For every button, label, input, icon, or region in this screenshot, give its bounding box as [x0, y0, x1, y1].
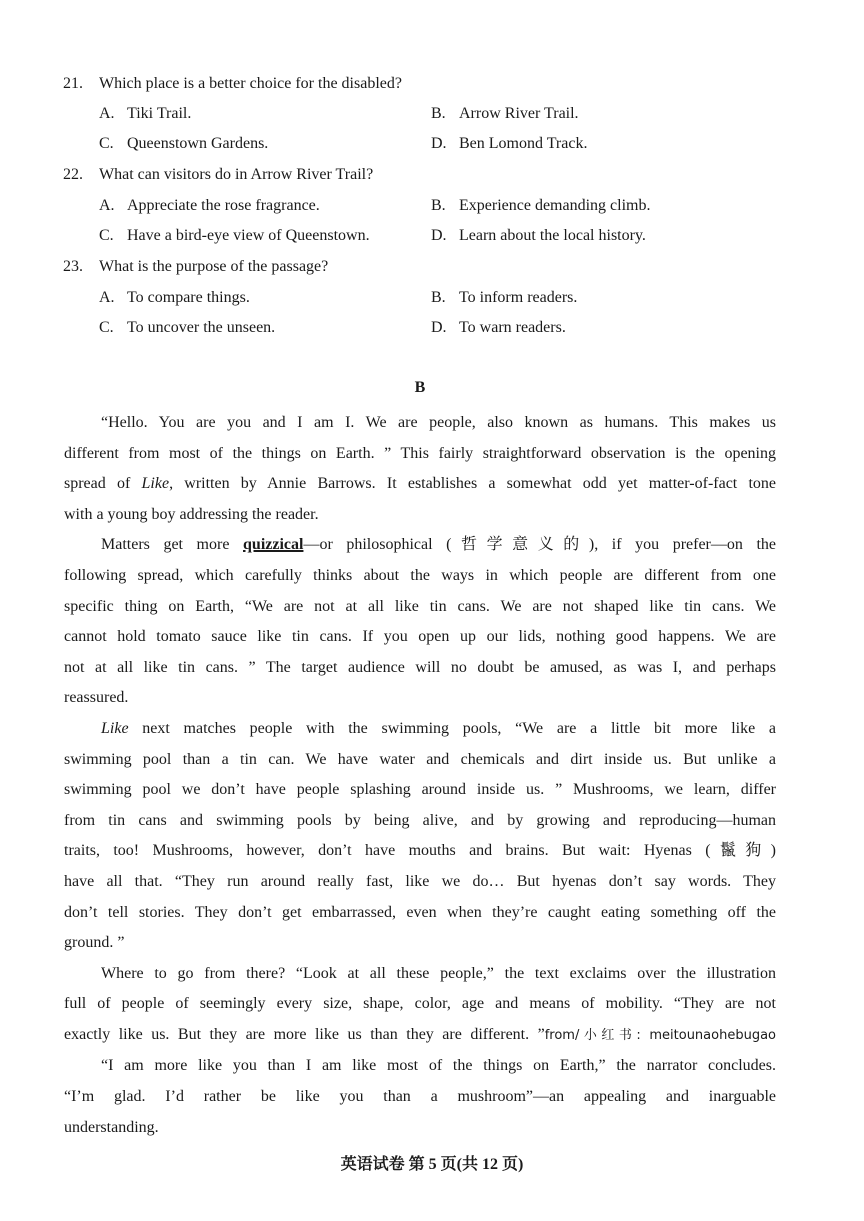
option-letter: A. [99, 105, 115, 122]
page-footer: 英语试卷 第 5 页(共 12 页) [340, 1156, 524, 1173]
option-text: Have a bird-eye view of Queenstown. [127, 227, 370, 244]
question-21 [63, 74, 402, 94]
paragraph-3 [64, 714, 776, 959]
option-text: Ben Lomond Track. [459, 135, 588, 152]
option-23-c [99, 318, 275, 338]
passage-line: understanding. [64, 1118, 159, 1136]
option-text: To uncover the unseen. [127, 319, 276, 336]
option-21-d [431, 134, 587, 154]
passage-line [64, 1020, 776, 1052]
text-run: —or philosophical (哲学意义的), if you prefer—on the [303, 536, 776, 554]
passage-line: swimming pool than a tin can. We have water and chemicals and dirt inside us. But unlike a [64, 750, 776, 768]
option-21-b [431, 104, 579, 124]
option-21-a [99, 104, 191, 124]
option-letter: B. [431, 289, 446, 306]
option-22-d [431, 226, 646, 246]
passage-line: different from most of the things on Earth. ” This fairly straightforward observation is the opening [64, 444, 776, 462]
text-run: next matches people with the swimming pools, “We are a little bit more like a [128, 719, 776, 737]
question-23 [63, 257, 328, 277]
book-title: Like [141, 475, 170, 493]
option-23-b [431, 288, 577, 308]
passage-line-with-title: spread of Like, written by Annie Barrows. It establishes a somewhat odd yet matter-of-fact tone [64, 475, 777, 493]
passage-line: ground. ” [64, 934, 125, 952]
reading-passage [64, 408, 776, 1143]
option-22-a [99, 196, 320, 216]
book-title: Like [101, 719, 129, 737]
option-letter: D. [431, 319, 447, 336]
passage-line [64, 714, 776, 745]
passage-line: following spread, which carefully thinks about the ways in which people are different from one [64, 566, 776, 584]
option-text: Queenstown Gardens. [127, 135, 269, 152]
paragraph-4 [64, 959, 776, 1052]
passage-line: cannot hold tomato sauce like tin cans. If you open up our lids, nothing good happens. We are [64, 628, 776, 646]
passage-line: Where to go from there? “Look at all these people,” the text exclaims over the illustration [101, 964, 776, 982]
option-letter: A. [99, 289, 115, 306]
passage-line: traits, too! Mushrooms, however, don’t have mouths and brains. But wait: Hyenas (鬣狗) [64, 842, 776, 860]
passage-line: don’t tell stories. They don’t get embarrassed, even when they’re caught eating something off the [64, 903, 776, 921]
watermark-text: from/小红书: meitounaohebugao [544, 1027, 776, 1043]
section-title: B [414, 379, 426, 396]
passage-line: reassured. [64, 689, 129, 707]
option-23-a [99, 288, 250, 308]
option-22-b [431, 196, 650, 216]
question-number: 23. [63, 258, 83, 275]
option-letter: A. [99, 197, 115, 214]
option-text: Experience demanding climb. [459, 197, 651, 214]
text-run: Matters get more [101, 536, 244, 554]
passage-line: from tin cans and swimming pools by being alive, and by growing and reproducing—human [64, 811, 776, 829]
paragraph-5 [64, 1051, 776, 1143]
option-21-c [99, 134, 268, 154]
passage-line: swimming pool we don’t have people splashing around inside us. ” Mushrooms, we learn, differ [64, 781, 776, 799]
option-text: Learn about the local history. [459, 227, 646, 244]
question-number: 21. [63, 75, 83, 92]
passage-line: “I am more like you than I am like most of the things on Earth,” the narrator concludes. [101, 1057, 776, 1075]
passage-line: have all that. “They run around really fast, like we do… But hyenas don’t say words. They [64, 872, 776, 890]
passage-line: specific thing on Earth, “We are not at all like tin cans. We are not shaped like tin cans. We [64, 597, 776, 615]
option-22-c [99, 226, 370, 246]
option-text: To compare things. [127, 289, 250, 306]
passage-line: “I’m glad. I’d rather be like you than a mushroom”—an appealing and inarguable [64, 1088, 776, 1106]
option-letter: D. [431, 227, 447, 244]
text-run: exactly like us. But they are more like us than they are different. ” [64, 1025, 545, 1043]
underlined-vocab-word: quizzical [243, 536, 304, 554]
passage-line: not at all like tin cans. ” The target audience will no doubt be amused, as was I, and perhaps [64, 658, 776, 676]
option-letter: C. [99, 227, 114, 244]
passage-line: with a young boy addressing the reader. [64, 505, 319, 523]
question-stem: What can visitors do in Arrow River Trail? [99, 166, 374, 183]
option-letter: B. [431, 105, 446, 122]
option-letter: D. [431, 135, 447, 152]
option-letter: B. [431, 197, 446, 214]
question-number: 22. [63, 166, 83, 183]
question-22 [63, 165, 373, 185]
paragraph-2 [64, 530, 776, 714]
option-letter: C. [99, 319, 114, 336]
option-text: Tiki Trail. [127, 105, 192, 122]
passage-line: full of people of seemingly every size, shape, color, age and means of mobility. “They are not [64, 995, 776, 1013]
question-stem: What is the purpose of the passage? [99, 258, 329, 275]
passage-line [64, 530, 776, 561]
question-stem: Which place is a better choice for the disabled? [99, 75, 402, 92]
passage-line: “Hello. You are you and I am I. We are people, also known as humans. This makes us [101, 414, 776, 431]
paragraph-1 [64, 408, 776, 530]
option-text: Appreciate the rose fragrance. [127, 197, 320, 214]
option-text: To inform readers. [459, 289, 578, 306]
option-23-d [431, 318, 566, 338]
option-text: Arrow River Trail. [459, 105, 579, 122]
option-text: To warn readers. [459, 319, 566, 336]
option-letter: C. [99, 135, 114, 152]
